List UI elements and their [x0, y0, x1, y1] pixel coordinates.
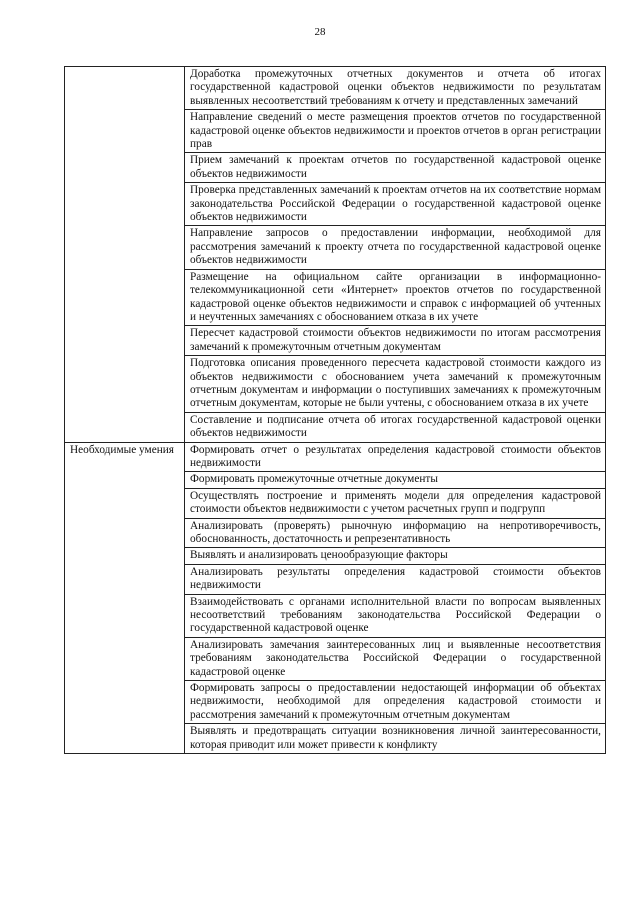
list-item: Формировать отчет о результатах определения кадастровой стоимости объектов недвижимости	[185, 443, 605, 473]
list-item: Анализировать замечания заинтересованных лиц и выявленные несоответствия требованиям законодательства Российской Федерации о государственной кадастровой оценке	[185, 638, 605, 681]
list-item: Доработка промежуточных отчетных документов и отчета об итогах государственной кадастровой оценки объектов недвижимости по результатам выявленных несоответствий требованиям к отчету и представленных замечаний	[185, 67, 605, 110]
list-item: Анализировать (проверять) рыночную информацию на непротиворечивость, обоснованность, достаточность и репрезентативность	[185, 519, 605, 549]
list-item: Пересчет кадастровой стоимости объектов недвижимости по итогам рассмотрения замечаний к промежуточным отчетным документам	[185, 326, 605, 356]
list-item: Формировать запросы о предоставлении недостающей информации об объектах недвижимости, необходимой для определения кадастровой стоимости и рассмотрения замечаний к промежуточным отчетным документам	[185, 681, 605, 724]
list-item: Прием замечаний к проектам отчетов по государственной кадастровой оценке объектов недвижимости	[185, 153, 605, 183]
list-item: Направление сведений о месте размещения проектов отчетов по государственной кадастровой оценке объектов недвижимости и проектов отчетов в орган регистрации прав	[185, 110, 605, 153]
list-item: Анализировать результаты определения кадастровой стоимости объектов недвижимости	[185, 565, 605, 595]
list-item: Подготовка описания проведенного пересчета кадастровой стоимости каждого из объектов недвижимости с обоснованием учета замечаний к промежуточным отчетным документам и информации о поступивших замечаниях к промежуточным отчетным документам, которые не были учтены, с обоснованием отказа в их учете	[185, 356, 605, 413]
list-item: Формировать промежуточные отчетные документы	[185, 472, 605, 488]
list-item: Выявлять и анализировать ценообразующие факторы	[185, 548, 605, 564]
list-item: Взаимодействовать с органами исполнительной власти по вопросам выявленных несоответствий требованиям законодательства Российской Федерации о государственной кадастровой оценке	[185, 595, 605, 638]
page-number: 28	[314, 26, 326, 38]
list-item: Направление запросов о предоставлении информации, необходимой для рассмотрения замечаний к проекту отчета по государственной кадастровой оценке объектов недвижимости	[185, 226, 605, 269]
item-list	[185, 442, 606, 754]
table-row-skills	[65, 442, 606, 754]
list-item: Выявлять и предотвращать ситуации возникновения личной заинтересованности, которая приводит или может привести к конфликту	[190, 725, 601, 751]
row-label: Необходимые умения	[65, 442, 185, 754]
item-list	[185, 67, 606, 443]
row-label	[65, 67, 185, 443]
requirements-table	[64, 66, 606, 754]
list-item: Составление и подписание отчета об итогах государственной кадастровой оценки объектов недвижимости	[190, 413, 601, 440]
list-item: Проверка представленных замечаний к проектам отчетов на их соответствие нормам законодательства Российской Федерации о государственной кадастровой оценке объектов недвижимости	[185, 183, 605, 226]
list-item: Размещение на официальном сайте организации в информационно-телекоммуникационной сети «Интернет» проектов отчетов по государственной кадастровой оценке объектов недвижимости и справок с информацией об учтенных и неучтенных замечаниях с обоснованием отказа в их учете	[185, 270, 605, 327]
list-item: Осуществлять построение и применять модели для определения кадастровой стоимости объектов недвижимости с учетом расчетных групп и подгрупп	[185, 489, 605, 519]
table-row-labor-actions	[65, 67, 606, 443]
